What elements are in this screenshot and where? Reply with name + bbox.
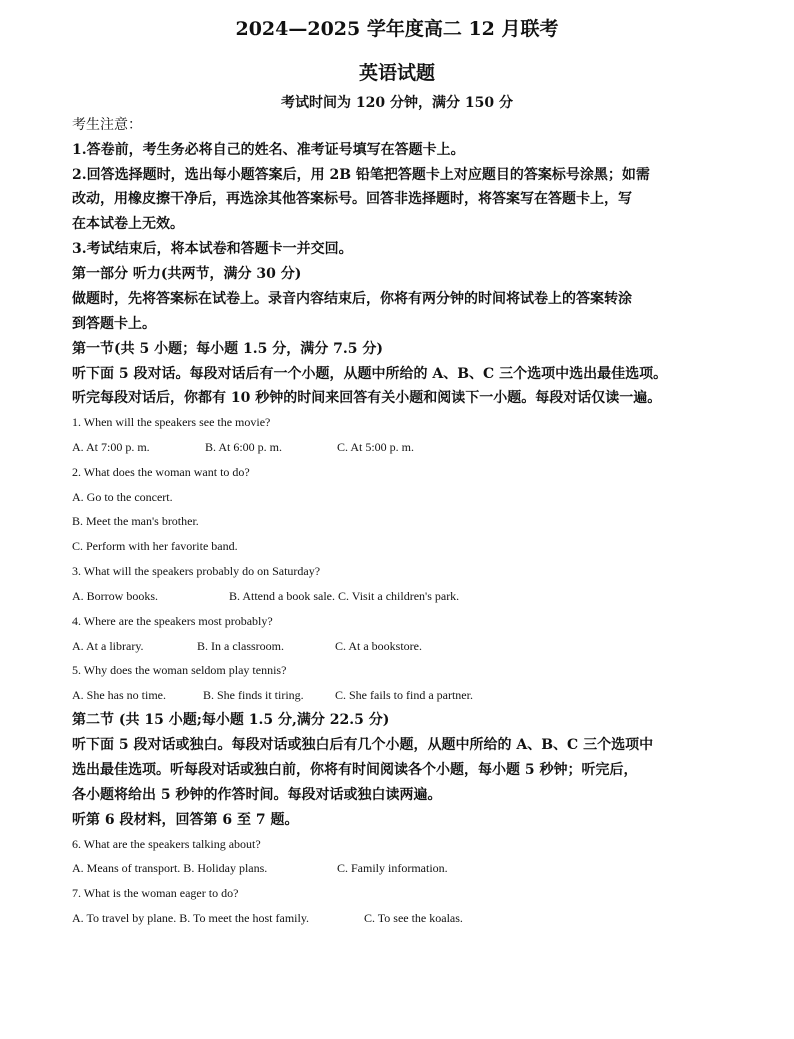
section2-instruction-line-2: 选出最佳选项。听每段对话或独白前，你将有时间阅读各个小题，每小题 5 秒钟；听完后，: [72, 762, 638, 778]
section1-instruction-line-2: 听完每段对话后，你都有 10 秒钟的时间来回答有关小题和阅读下一小题。每段对话仅读一遍。: [72, 390, 662, 406]
exam-title: 2024—2025 学年度高二 12 月联考: [235, 18, 559, 40]
notice-item-2-line-1: 2.回答选择题时，选出每小题答案后，用 2B 铅笔把答题卡上对应题目的答案标号涂黑；如需: [72, 167, 650, 183]
question-4-option-b: B. In a classroom.: [197, 639, 284, 653]
notice-item-1: 1.答卷前，考生务必将自己的姓名、准考证号填写在答题卡上。: [72, 142, 465, 158]
question-3-option-a: A. Borrow books.: [72, 589, 158, 603]
section2-instruction-line-1: 听下面 5 段对话或独白。每段对话或独白后有几个小题，从题中所给的 A、B、C 三个选项中: [72, 737, 654, 753]
question-2-option-b: B. Meet the man's brother.: [72, 514, 199, 528]
question-2-option-a: A. Go to the concert.: [72, 490, 173, 504]
question-5-option-b: B. She finds it tiring.: [203, 688, 304, 702]
question-1-option-a: A. At 7:00 p. m.: [72, 440, 150, 454]
question-3: 3. What will the speakers probably do on Saturday?: [72, 564, 321, 578]
part1-instruction-line-1: 做题时，先将答案标在试卷上。录音内容结束后，你将有两分钟的时间将试卷上的答案转涂: [72, 291, 632, 307]
question-5-option-c: C. She fails to find a partner.: [335, 688, 473, 702]
time-info: 考试时间为 120 分钟，满分 150 分: [281, 95, 513, 111]
section1-instruction-line-1: 听下面 5 段对话。每段对话后有一个小题，从题中所给的 A、B、C 三个选项中选出最佳选项。: [72, 366, 668, 382]
question-5-option-a: A. She has no time.: [72, 688, 166, 702]
question-1-option-c: C. At 5:00 p. m.: [337, 440, 415, 454]
part1-heading: 第一部分 听力(共两节，满分 30 分): [72, 266, 302, 282]
subject-title: 英语试题: [358, 62, 435, 84]
question-1: 1. When will the speakers see the movie?: [72, 415, 271, 429]
part1-instruction-line-2: 到答题卡上。: [72, 316, 156, 332]
question-1-option-b: B. At 6:00 p. m.: [205, 440, 283, 454]
question-2: 2. What does the woman want to do?: [72, 465, 250, 479]
section2-instruction-line-3: 各小题将给出 5 秒钟的作答时间。每段对话或独白读两遍。: [72, 787, 442, 803]
question-5: 5. Why does the woman seldom play tennis?: [72, 663, 287, 677]
question-2-option-c: C. Perform with her favorite band.: [72, 539, 238, 553]
notice-heading: 考生注意：: [72, 117, 142, 133]
question-6-option-c: C. Family information.: [337, 861, 448, 875]
question-3-options-b-c: B. Attend a book sale. C. Visit a children's park.: [229, 589, 460, 603]
question-7: 7. What is the woman eager to do?: [72, 886, 239, 900]
notice-item-2-line-3: 在本试卷上无效。: [72, 216, 184, 232]
material-6-instruction: 听第 6 段材料，回答第 6 至 7 题。: [72, 812, 299, 828]
question-4-option-c: C. At a bookstore.: [335, 639, 422, 653]
question-7-option-c: C. To see the koalas.: [364, 911, 463, 925]
section2-heading: 第二节 (共 15 小题;每小题 1.5 分,满分 22.5 分): [72, 712, 390, 728]
notice-item-3: 3.考试结束后，将本试卷和答题卡一并交回。: [72, 241, 353, 257]
question-7-options-a-b: A. To travel by plane. B. To meet the host family.: [72, 911, 310, 925]
question-4: 4. Where are the speakers most probably?: [72, 614, 273, 628]
question-6: 6. What are the speakers talking about?: [72, 837, 261, 851]
question-4-option-a: A. At a library.: [72, 639, 144, 653]
section1-heading: 第一节(共 5 小题；每小题 1.5 分，满分 7.5 分): [72, 341, 383, 357]
notice-item-2-line-2: 改动，用橡皮擦干净后，再选涂其他答案标号。回答非选择题时，将答案写在答题卡上，写: [72, 191, 632, 207]
question-6-options-a-b: A. Means of transport. B. Holiday plans.: [72, 861, 268, 875]
